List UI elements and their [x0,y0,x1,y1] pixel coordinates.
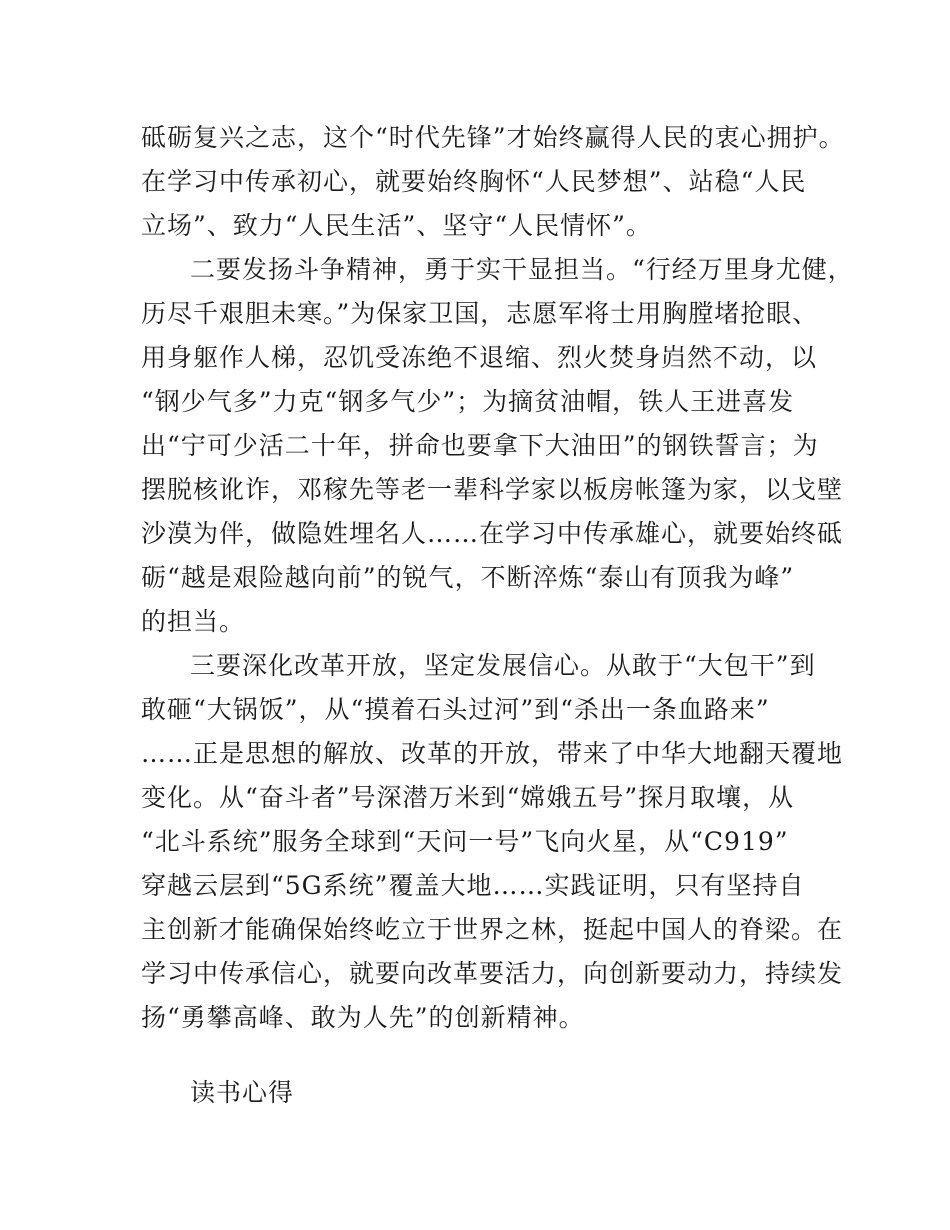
paragraph-line: 历尽千艰胆未寒。”为保家卫国，志愿军将士用胸膛堵抢眼、 [141,299,819,328]
paragraph-line: 穿越云层到“5G系统”覆盖大地……实践证明，只有坚持自 [141,871,805,900]
paragraph-line: 立场”、致力“人民生活”、坚守“人民情怀”。 [141,211,652,240]
paragraph-line: 变化。从“奋斗者”号深潜万米到“嫦娥五号”探月取壤，从 [141,783,795,812]
paragraph-line: 出“宁可少活二十年，拼命也要拿下大油田”的钢铁誓言；为 [141,431,819,460]
paragraph-line: 摆脱核讹诈，邓稼先等老一辈科学家以板房帐篷为家，以戈壁 [141,475,844,504]
paragraph-line: “钢少气多”力克“钢多气少”；为摘贫油帽，铁人王进喜发 [141,387,795,416]
paragraph-line: 砺“越是艰险越向前”的锐气，不断淬炼“泰山有顶我为峰” [141,563,795,592]
paragraph-line: 沙漠为伴，做隐姓埋名人……在学习中传承雄心，就要始终砥 [141,519,844,548]
paragraph-line: 主创新才能确保始终屹立于世界之林，挺起中国人的脊梁。在 [141,915,844,944]
paragraph-line: 学习中传承信心，就要向改革要活力，向创新要动力，持续发 [141,959,844,988]
paragraph-line: 扬“勇攀高峰、敢为人先”的创新精神。 [141,1003,585,1032]
paragraph-line: 敢砸“大锅饭”，从“摸着石头过河”到“杀出一条血路来” [141,695,770,724]
paragraph-line: “北斗系统”服务全球到“天问一号”飞向火星，从“C919” [141,827,789,856]
paragraph-line: 三要深化改革开放，坚定发展信心。从敢于“大包干”到 [190,651,816,680]
paragraph-line: 二要发扬斗争精神，勇于实干显担当。“行经万里身尤健， [190,255,854,284]
paragraph-line: 在学习中传承初心，就要始终胸怀“人民梦想”、站稳“人民 [141,167,807,196]
section-heading: 读书心得 [190,1078,295,1107]
paragraph-line: 用身躯作人梯，忍饥受冻绝不退缩、烈火焚身岿然不动，以 [141,343,818,372]
paragraph-line: 的担当。 [141,607,246,636]
paragraph-line: ……正是思想的解放、改革的开放，带来了中华大地翻天覆地 [141,739,844,768]
paragraph-line: 砥砺复兴之志，这个“时代先锋”才始终赢得人民的衷心拥护。 [141,123,845,152]
